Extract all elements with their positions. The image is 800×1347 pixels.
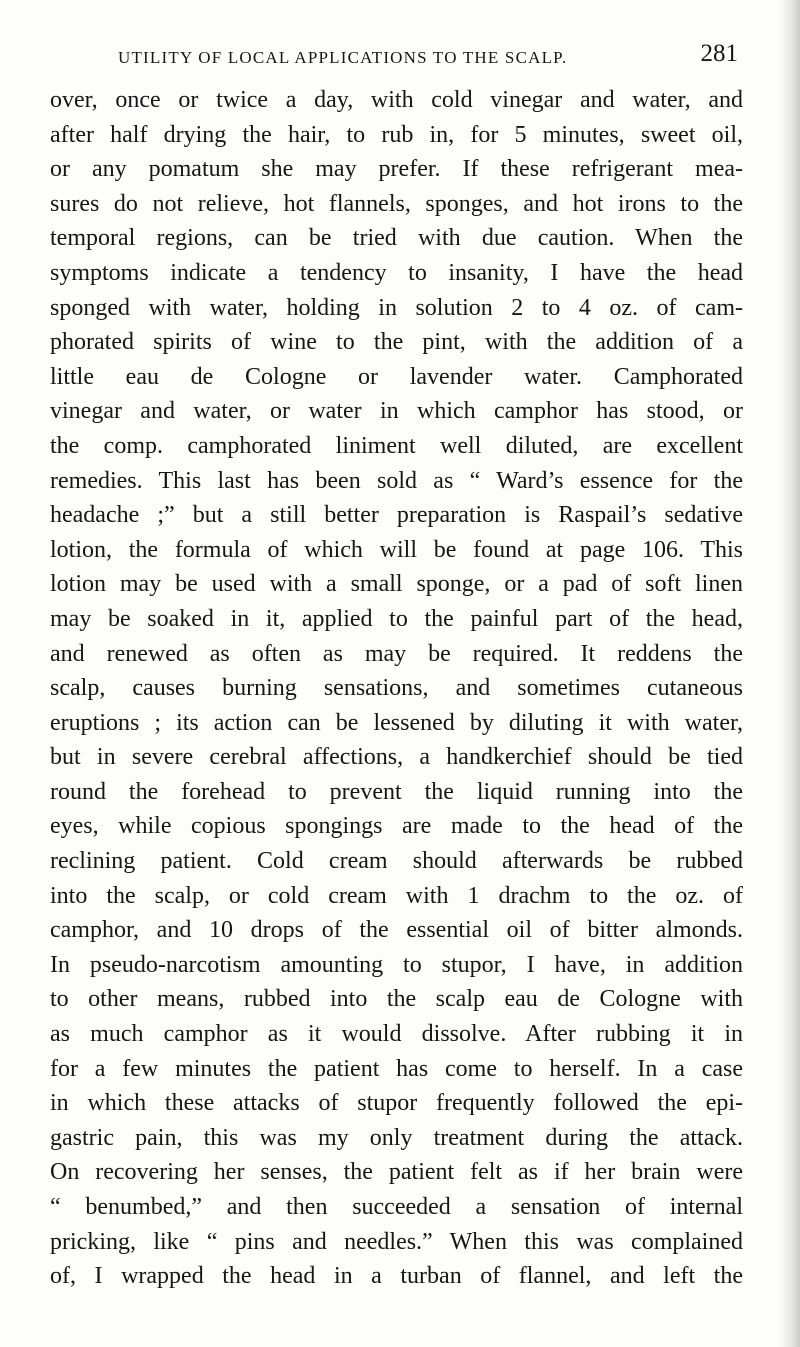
- text-line: pricking, like “ pins and needles.” When this was complained: [50, 1228, 743, 1255]
- text-line: of, I wrapped the head in a turban of flannel, and left the: [50, 1263, 743, 1290]
- text-line: may be soaked in it, applied to the painful part of the head,: [50, 605, 743, 632]
- running-title: UTILITY OF LOCAL APPLICATIONS TO THE SCALP.: [118, 48, 568, 67]
- text-line: lotion may be used with a small sponge, or a pad of soft linen: [50, 571, 743, 598]
- text-line: but in severe cerebral affections, a handkerchief should be tied: [50, 744, 743, 771]
- text-line: temporal regions, can be tried with due caution. When the: [50, 225, 743, 252]
- body-text: [50, 83, 743, 1294]
- text-line: remedies. This last has been sold as “ Ward’s essence for the: [50, 467, 743, 494]
- text-line: the comp. camphorated liniment well diluted, are excellent: [50, 432, 743, 459]
- text-line: camphor, and 10 drops of the essential oil of bitter almonds.: [50, 917, 743, 944]
- page-number: 281: [700, 40, 738, 67]
- text-line: scalp, causes burning sensations, and sometimes cutaneous: [50, 675, 743, 702]
- text-line: symptoms indicate a tendency to insanity, I have the head: [50, 259, 743, 286]
- text-line: round the forehead to prevent the liquid running into the: [50, 778, 743, 805]
- text-line: over, once or twice a day, with cold vinegar and water, and: [50, 87, 743, 113]
- text-line: On recovering her senses, the patient felt as if her brain were: [50, 1159, 743, 1186]
- text-line: reclining patient. Cold cream should afterwards be rubbed: [50, 848, 743, 875]
- text-line: vinegar and water, or water in which camphor has stood, or: [50, 398, 743, 425]
- text-line: sures do not relieve, hot flannels, sponges, and hot irons to the: [50, 190, 743, 217]
- text-line: gastric pain, this was my only treatment during the attack.: [50, 1124, 743, 1151]
- text-line: eyes, while copious spongings are made to the head of the: [50, 813, 743, 840]
- text-line: In pseudo-narcotism amounting to stupor, I have, in addition: [50, 951, 743, 978]
- text-line: as much camphor as it would dissolve. After rubbing it in: [50, 1021, 743, 1048]
- text-line: or any pomatum she may prefer. If these refrigerant mea-: [50, 156, 743, 183]
- text-line: in which these attacks of stupor frequently followed the epi-: [50, 1090, 743, 1117]
- text-line: “ benumbed,” and then succeeded a sensation of internal: [50, 1194, 743, 1220]
- text-line: to other means, rubbed into the scalp eau de Cologne with: [50, 986, 743, 1013]
- text-line: after half drying the hair, to rub in, for 5 minutes, sweet oil,: [50, 121, 743, 148]
- text-line: phorated spirits of wine to the pint, with the addition of a: [50, 329, 743, 356]
- text-line: for a few minutes the patient has come to herself. In a case: [50, 1055, 743, 1082]
- text-line: little eau de Cologne or lavender water. Camphorated: [50, 363, 743, 390]
- text-line: and renewed as often as may be required. It reddens the: [50, 640, 743, 667]
- text-line: eruptions ; its action can be lessened by diluting it with water,: [50, 709, 743, 736]
- page-header: [118, 40, 740, 74]
- text-line: sponged with water, holding in solution 2 to 4 oz. of cam-: [50, 294, 743, 321]
- text-line: lotion, the formula of which will be found at page 106. This: [50, 536, 743, 563]
- text-line: headache ;” but a still better preparation is Raspail’s sedative: [50, 502, 743, 529]
- page-edge-shadow: [778, 0, 800, 1347]
- text-line: into the scalp, or cold cream with 1 drachm to the oz. of: [50, 882, 743, 909]
